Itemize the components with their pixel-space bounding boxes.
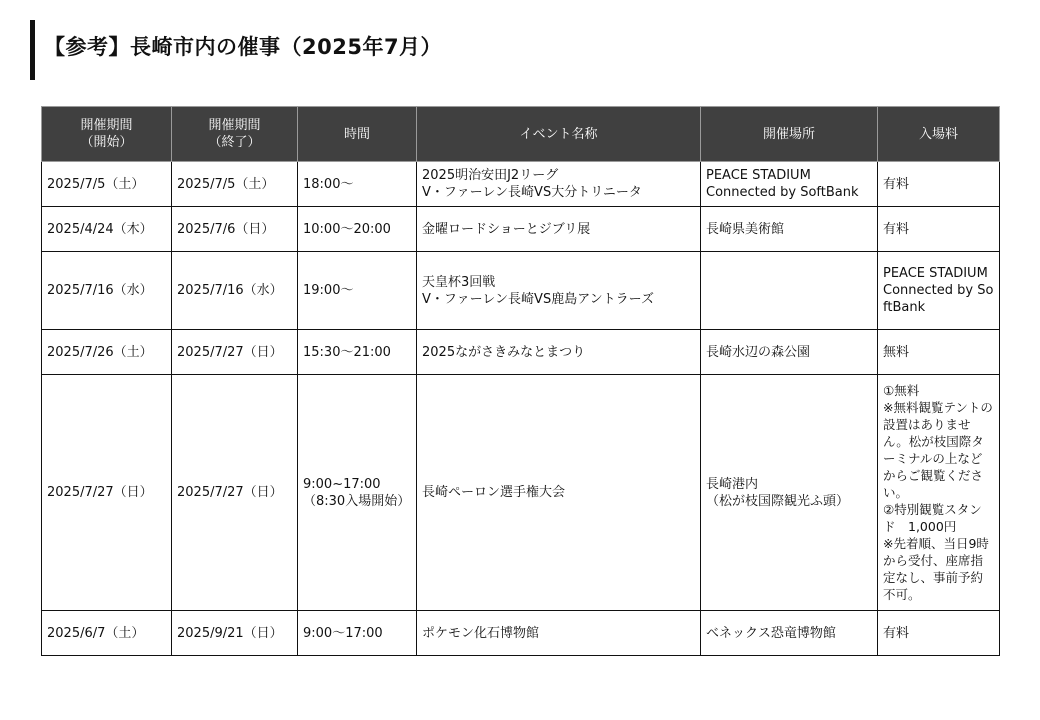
fee-cell: 有料	[878, 207, 1000, 252]
events-table	[41, 106, 1000, 656]
header-end-label: 開催期間 （終了）	[208, 118, 261, 150]
fee-cell: 有料	[878, 611, 1000, 656]
table-header-row	[42, 107, 1000, 162]
fee-cell: 有料	[878, 162, 1000, 207]
event-name-cell: 2025明治安田J2リーグ V・ファーレン長崎VS大分トリニータ	[417, 162, 701, 207]
end-date-cell: 2025/9/21（日）	[172, 611, 298, 656]
table-row	[42, 252, 1000, 330]
end-date-cell: 2025/7/5（土）	[172, 162, 298, 207]
end-date-cell: 2025/7/27（日）	[172, 330, 298, 375]
header-venue: 開催場所	[701, 107, 878, 162]
time-cell: 18:00～	[298, 162, 417, 207]
table-row	[42, 611, 1000, 656]
page-title: 【参考】長崎市内の催事（2025年7月）	[44, 35, 443, 59]
time-cell: 15:30～21:00	[298, 330, 417, 375]
time-cell: 10:00～20:00	[298, 207, 417, 252]
venue-cell: 長崎県美術館	[701, 207, 878, 252]
venue-cell: 長崎港内 （松が枝国際観光ふ頭）	[701, 375, 878, 611]
venue-cell: 長崎水辺の森公園	[701, 330, 878, 375]
table-row	[42, 162, 1000, 207]
header-start-label: 開催期間 （開始）	[80, 118, 133, 150]
fee-cell: PEACE STADIUM Connected by SoftBank	[878, 252, 1000, 330]
start-date-cell: 2025/6/7（土）	[42, 611, 172, 656]
header-start-date	[42, 107, 172, 162]
title-accent-bar	[30, 20, 35, 80]
start-date-cell: 2025/7/26（土）	[42, 330, 172, 375]
venue-cell: ベネックス恐竜博物館	[701, 611, 878, 656]
header-event-name: イベント名称	[417, 107, 701, 162]
end-date-cell: 2025/7/16（水）	[172, 252, 298, 330]
venue-cell: PEACE STADIUM Connected by SoftBank	[701, 162, 878, 207]
start-date-cell: 2025/7/5（土）	[42, 162, 172, 207]
start-date-cell: 2025/7/16（水）	[42, 252, 172, 330]
time-cell: 9:00~17:00 （8:30入場開始）	[298, 375, 417, 611]
event-name-cell: 2025ながさきみなとまつり	[417, 330, 701, 375]
event-name-cell: 金曜ロードショーとジブリ展	[417, 207, 701, 252]
fee-cell: ①無料 ※無料観覧テントの設置はありません。松が枝国際ターミナルの上などからご観覧ください。 ②特別観覧スタンド 1,000円 ※先着順、当日9時から受付、座席指定なし、事前予約不可。	[878, 375, 1000, 611]
header-time: 時間	[298, 107, 417, 162]
end-date-cell: 2025/7/27（日）	[172, 375, 298, 611]
event-name-cell: ポケモン化石博物館	[417, 611, 701, 656]
time-cell: 9:00～17:00	[298, 611, 417, 656]
table-row	[42, 330, 1000, 375]
table-row	[42, 207, 1000, 252]
event-name-cell: 長崎ペーロン選手権大会	[417, 375, 701, 611]
event-name-cell: 天皇杯3回戦 V・ファーレン長崎VS鹿島アントラーズ	[417, 252, 701, 330]
time-cell: 19:00～	[298, 252, 417, 330]
end-date-cell: 2025/7/6（日）	[172, 207, 298, 252]
table-row	[42, 375, 1000, 611]
fee-cell: 無料	[878, 330, 1000, 375]
header-fee: 入場料	[878, 107, 1000, 162]
header-end-date	[172, 107, 298, 162]
start-date-cell: 2025/4/24（木）	[42, 207, 172, 252]
start-date-cell: 2025/7/27（日）	[42, 375, 172, 611]
venue-cell	[701, 252, 878, 330]
